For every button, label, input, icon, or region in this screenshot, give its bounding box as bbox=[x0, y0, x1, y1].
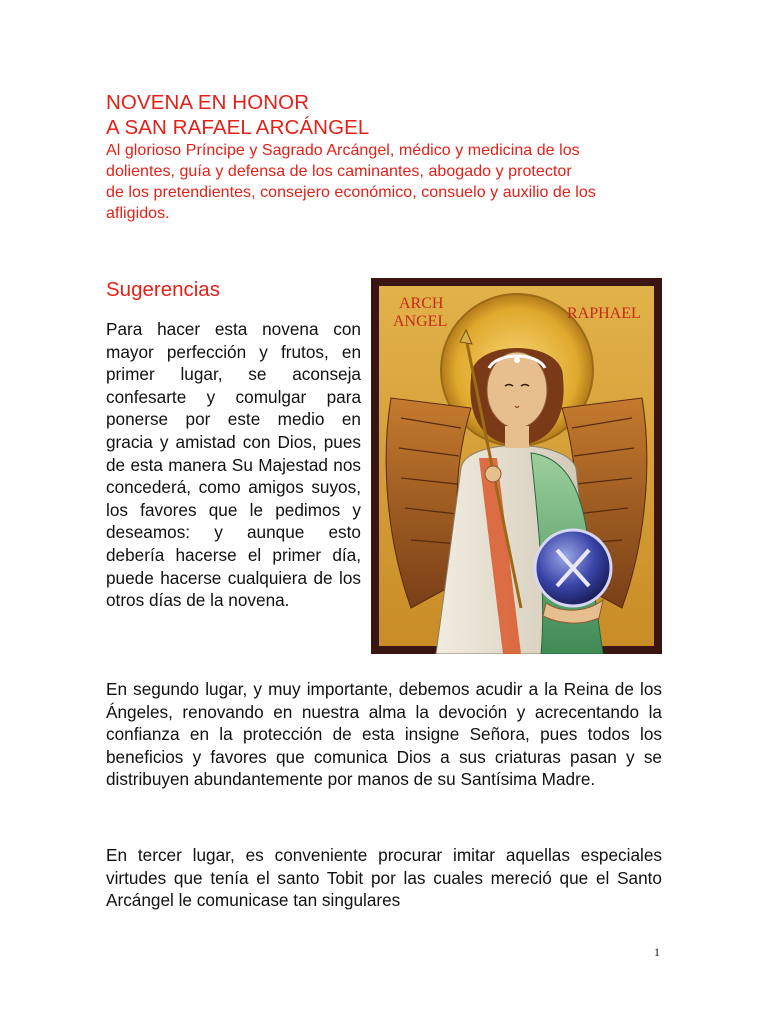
dedication-line: de los pretendientes, consejero económico, consuelo y auxilio de los bbox=[106, 184, 596, 201]
dedication-line: dolientes, guía y defensa de los caminantes, abogado y protector bbox=[106, 163, 572, 180]
dedication-line: Al glorioso Príncipe y Sagrado Arcángel, médico y medicina de los bbox=[106, 142, 580, 159]
archangel-raphael-icon-image bbox=[371, 278, 662, 654]
icon-illustration bbox=[371, 278, 662, 654]
title-line-2: A SAN RAFAEL ARCÁNGEL bbox=[106, 116, 370, 139]
title-line-1: NOVENA EN HONOR bbox=[106, 91, 310, 114]
dedication bbox=[106, 140, 662, 224]
document-title bbox=[106, 90, 662, 140]
paragraph-3: En tercer lugar, es conveniente procurar imitar aquellas especiales virtudes que tenía el santo Tobit por las cuales mereció que el Santo Arcángel le comunicase tan singulares bbox=[106, 845, 662, 911]
paragraph-2: En segundo lugar, y muy importante, debemos acudir a la Reina de los Ángeles, renovando en nuestra alma la devoción y acrecentando la confianza en la protección de esta insigne Señora, pues todos los beneficios y favores que comunica Dios a sus criaturas pasan y se distribuyen abundantemente por manos de su Santísima Madre. bbox=[106, 679, 662, 790]
document-header bbox=[106, 90, 662, 224]
dedication-line: afligidos. bbox=[106, 205, 170, 222]
page-number: 1 bbox=[654, 945, 660, 959]
icon-label-arch: ARCH bbox=[399, 295, 444, 312]
paragraph-1: Para hacer esta novena con mayor perfección y frutos, en primer lugar, se aconseja confesarte y comulgar para ponerse por este medio en gracia y amistad con Dios, pues de esta manera Su Majestad nos concederá, como amigos suyos, los favores que le pedimos y deseamos: y aunque esto debería hacerse el primer día, puede hacerse cualquiera de los otros días de la novena. bbox=[106, 319, 361, 611]
icon-label-angel: ANGEL bbox=[393, 313, 448, 330]
section-heading: Sugerencias bbox=[106, 278, 220, 301]
icon-label-raphael: RAPHAEL bbox=[567, 305, 641, 322]
